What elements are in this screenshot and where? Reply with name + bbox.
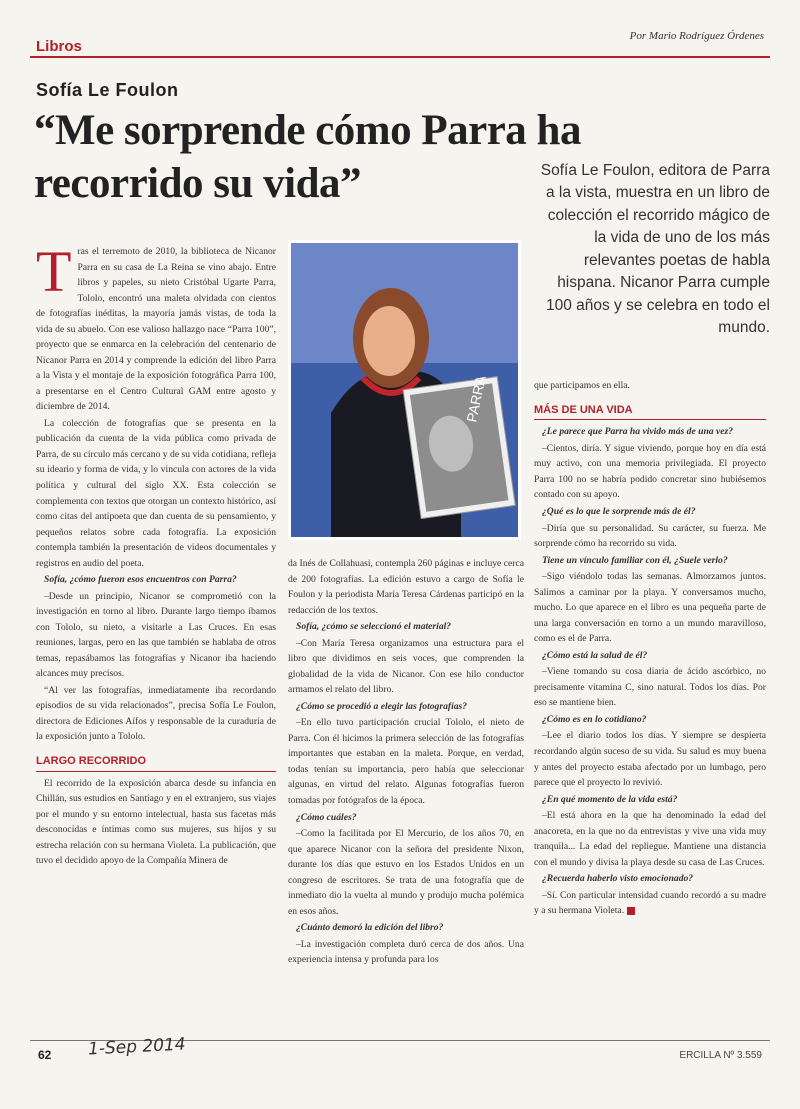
paragraph: da Inés de Collahuasi, contempla 260 páginas e incluye cerca de 200 fotografías. La edición estuvo a cargo de Sofía le Foulon y la periodista María Teresa Cárdenas participó en la redacción de los textos. [288, 558, 524, 616]
handwritten-date: 1-Sep 2014 [87, 1034, 187, 1060]
article-column-2 [288, 556, 524, 1034]
book-title-text: PARRA [463, 374, 489, 424]
paragraph: –Desde un principio, Nicanor se comprometió con la investigación en torno al libro. Durante largo tiempo íbamos con Tololo, su nieto, a visitarle a Las Cruces. En esas reuniones, largas, pero en las que también se hablaba de otros temas, repasábamos las fotografías y Nicanor iba haciendo alcances muy precisos. [36, 590, 276, 680]
question: ¿Qué es lo que le sorprende más de él? [542, 506, 696, 517]
end-mark-icon [627, 907, 635, 915]
issue-number: ERCILLA Nº 3.559 [679, 1050, 762, 1061]
article-headline: “Me sorprende cómo Parra ha recorrido su vida” [34, 107, 581, 207]
page-number: 62 [38, 1048, 52, 1062]
question: Sofía, ¿cómo se seleccionó el material? [296, 621, 452, 633]
paragraph: La colección de fotografías que se presenta en la publicación da cuenta de la vida pública como privada de Parra, de su círculo más cercano y de su vida cotidiana, refleja su ideario y forma de vida, y lo vincula con actores de la vida política y cultural del siglo XX. Esta colección se complementa con textos que otorgan un contexto histórico, así como citas del antipoeta que dan cuenta de su pensamiento, y pequeños relatos sobre cada fotografía. La exposición contempla también la presentación de videos documentales y registros en audio del poeta. [36, 417, 276, 569]
article-column-1 [36, 244, 276, 1014]
paragraph: –Lee el diario todos los días. Y siempre se despierta recordando algún suceso de su vida. Su salud es muy buena y antes del proyecto estaba afectado por un lumbago, pero parece que el proyecto lo revivió. [534, 730, 766, 789]
paragraph: –Cientos, diría. Y sigue viviendo, porque hoy en día está muy activo, con una memoria privilegiada. El proyecto Parra 100 no se habría podido concretar sino hubiésemos contado con su apoyo. [534, 442, 766, 501]
paragraph: –Viene tomando su cosa diaria de ácido ascórbico, no precisamente vitamina C, sino natural. Todos los días. Por eso se mantiene bien. [534, 666, 766, 709]
subhead-mas-de-una-vida: MÁS DE UNA VIDA [534, 402, 766, 421]
question: ¿Cómo está la salud de él? [542, 649, 648, 661]
paragraph: –Sigo viéndolo todas las semanas. Almorzamos juntos. Salimos a caminar por la playa. Y conversamos mucho, mucho. Lo que aparece en el libro es una pequeña parte de una larga conversación en torno a un mundo maravilloso, como es el de Parra. [534, 571, 766, 645]
question: ¿Le parece que Parra ha vivido más de una vez? [542, 426, 734, 438]
question: ¿Cómo se procedió a elegir las fotografías? [296, 700, 468, 712]
top-rule [30, 56, 770, 58]
paragraph: –La investigación completa duró cerca de dos años. Una experiencia intensa y profunda para los [288, 938, 524, 966]
paragraph: que participamos en ella. [534, 380, 630, 391]
paragraph: –El está ahora en la que ha denominado la edad del anacoreta, en la que no da entrevistas y vive una vida muy tranquila... La edad del repliegue. Mantiene una distancia con el mundo y divisa la playa desde su casa de Las Cruces. [534, 810, 766, 868]
final-paragraph-text: –Sí. Con particular intensidad cuando recordó a su madre y a su hermana Violeta. [534, 889, 766, 917]
paragraph: –Con María Teresa organizamos una estructura para el libro que dividimos en seis voces, que comprenden la globalidad de la vida de Nicanor. Con ese hilo conductor armamos el relato del libro. [288, 637, 524, 696]
paragraph: –Como la facilitada por El Mercurio, de los años 70, en que aparece Nicanor con la señora del presidente Nixon, durante los días que estuvo en los Estados Unidos en un congreso de escritores. Se trata de una fotografía que de inmediato dio la vuelta al mundo y produjo mucha polémica en esos años. [288, 828, 524, 917]
question: ¿En qué momento de la vida está? [542, 793, 678, 805]
question: Sofía, ¿cómo fueron esos encuentros con Parra? [44, 574, 237, 586]
question: ¿Cómo cuáles? [296, 811, 357, 823]
question: ¿Recuerda haberlo visto emocionado? [542, 873, 694, 885]
paragraph: –En ello tuvo participación crucial Tololo, el nieto de Parra. Con él hicimos la primera selección de las fotografías importantes que estaban en la maleta. Porque, en verdad, todas tenían su importancia, pero había que seleccionar algunas, en virtud del relato. Algunas fotografías fueron tomadas por fotógrafos de la época. [288, 717, 524, 806]
paragraph: El recorrido de la exposición abarca desde su infancia en Chillán, sus estudios en Santiago y en el extranjero, sus viajes por el mundo y su entorno intelectual, hasta sus facetas más desconocidas e íntimas como sus mujeres, sus hijos y su estrecha relación con su hermana Violeta. La publicación, que tuvo el decidido apoyo de la Compañía Minera de [36, 777, 276, 867]
question: Tiene un vínculo familiar con él, ¿Suele verlo? [542, 554, 728, 566]
paragraph [534, 888, 766, 919]
paragraph: ras el terremoto de 2010, la biblioteca de Nicanor Parra en su casa de La Reina se vino abajo. Entre libros y papeles, su nieto Cristóbal Ugarte Parra, Tololo, encontró una maleta olvidada con cientos de fotografías inéditas, la mayoría jamás vistas, de toda la vida de su abuelo. Con ese valioso hallazgo nace “Parra 100”, proyecto que se enmarca en la celebración del centenario de Nicanor Parra en 2014 y comprende la edición del libro Parra a la Vista y el montaje de la exposición fotográfica Parra 100, a presentarse en el Centro Cultural GAM entre agosto y diciembre de 2014. [36, 246, 276, 413]
article-lead: Sofía Le Foulon, editora de Parra a la vista, muestra en un libro de colección el recorrido mágico de la vida de uno de los más relevantes poetas de habla hispana. Nicanor Parra cumple 100 años y se celebra en todo el mundo. [540, 162, 770, 337]
drop-cap: T [36, 244, 72, 304]
question: ¿Cuánto demoró la edición del libro? [296, 922, 444, 934]
section-tag: Libros [36, 38, 82, 55]
portrait-photo [291, 243, 518, 537]
article-subject: Sofía Le Foulon [36, 80, 179, 100]
paragraph: –Diría que su personalidad. Su carácter, su fuerza. Me sorprende cómo ha recorrido su vida. [534, 522, 766, 550]
question: ¿Cómo es en lo cotidiano? [542, 713, 647, 725]
byline: Por Mario Rodríguez Órdenes [629, 30, 764, 42]
article-photo [288, 240, 521, 540]
paragraph: “Al ver las fotografías, inmediatamente iba recordando episodios de su vida relacionados”, precisa Sofía Le Foulon, directora de Ediciones Aífos y responsable de la curaduría de la exposición junto a Tololo. [36, 684, 276, 743]
article-column-3 [534, 378, 766, 1034]
subhead-largo-recorrido: LARGO RECORRIDO [36, 753, 276, 772]
